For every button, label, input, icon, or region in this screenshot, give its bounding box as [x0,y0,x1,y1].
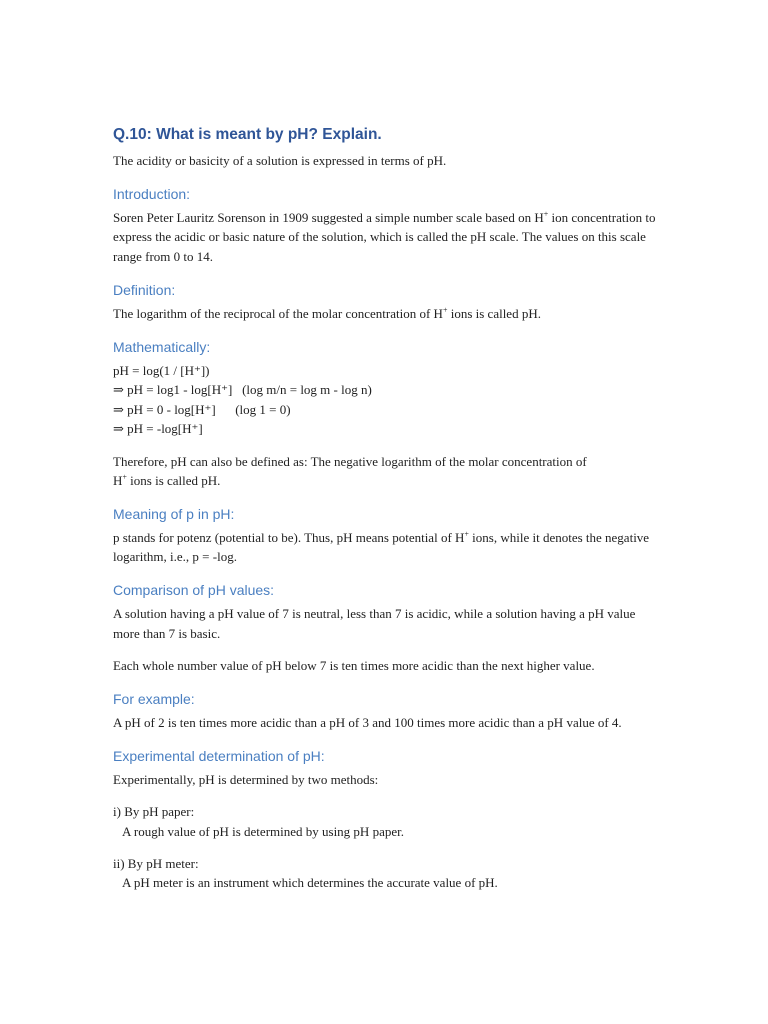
definition-text: The logarithm of the reciprocal of the molar concentration of H+ ions is called pH. [113,305,541,321]
heading-experimental: Experimental determination of pH: [113,748,325,765]
example-text: A pH of 2 is ten times more acidic than a pH of 3 and 100 times more acidic than a pH value of 4. [113,715,622,731]
method-label: ii) By pH meter: [113,855,199,871]
therefore-text: Therefore, pH can also be defined as: The negative logarithm of the molar concentration of H+ ions is called pH. [113,453,587,488]
experimental-intro: Experimentally, pH is determined by two methods: [113,772,379,788]
method-item [113,802,658,840]
comparison-text-2: Each whole number value of pH below 7 is ten times more acidic than the next higher value. [113,657,595,673]
math-line: ⇒ pH = 0 - log[H⁺] (log 1 = 0) [113,401,291,417]
intro-line: The acidity or basicity of a solution is expressed in terms of pH. [113,153,447,168]
method-item [113,854,658,892]
math-line: ⇒ pH = log1 - log[H⁺] (log m/n = log m - log n) [113,382,372,398]
method-description: A rough value of pH is determined by using pH paper. [122,823,404,839]
math-line: ⇒ pH = -log[H⁺] [113,421,203,437]
superscript-plus: + [122,472,127,482]
comparison-text: A solution having a pH value of 7 is neutral, less than 7 is acidic, while a solution having a pH value more than 7 is basic. [113,606,636,641]
heading-meaning-of-p: Meaning of p in pH: [113,506,235,523]
heading-example: For example: [113,691,195,708]
heading-comparison: Comparison of pH values: [113,582,275,599]
heading-definition: Definition: [113,281,176,298]
question-title: Q.10: What is meant by pH? Explain. [113,126,382,143]
method-description: A pH meter is an instrument which determines the accurate value of pH. [122,875,498,891]
heading-introduction: Introduction: [113,186,191,203]
superscript-plus: + [442,305,448,315]
method-label: i) By pH paper: [113,804,195,820]
meaning-of-p-text: p stands for potenz (potential to be). Thus, pH means potential of H+ ions, while it denotes the negative logarithm, i.e., p = -log. [113,529,650,565]
superscript-plus: + [464,529,469,539]
introduction-text: Soren Peter Lauritz Sorenson in 1909 suggested a simple number scale based on H+ ion concentration to express the acidic or basic nature of the solution, which is called the pH scale. The values on this scale range from 0 to 14. [113,209,656,264]
math-line: pH = log(1 / [H⁺]) [113,363,210,379]
heading-mathematically: Mathematically: [113,339,211,356]
math-derivation [113,361,658,439]
document-page [113,124,658,892]
superscript-plus: + [543,209,549,219]
